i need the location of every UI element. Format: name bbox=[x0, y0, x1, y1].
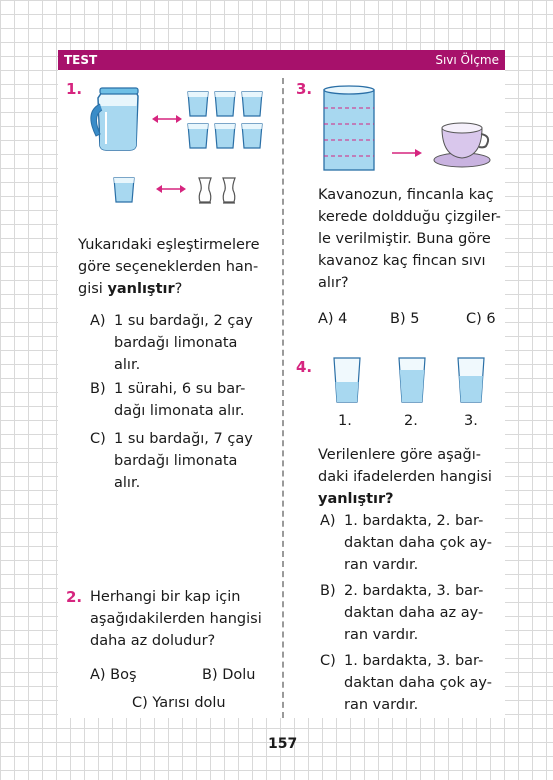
q1-emphasis: yanlıştır bbox=[107, 281, 175, 297]
q4-option-c-l1: 1. bardakta, 3. bar- bbox=[344, 653, 484, 669]
glass-1-label: 1. bbox=[338, 413, 352, 429]
glass-3-label: 3. bbox=[464, 413, 478, 429]
q3-line5: alır? bbox=[318, 275, 349, 291]
q1-text bbox=[78, 234, 278, 300]
q4-option-a[interactable] bbox=[320, 510, 510, 576]
double-arrow-icon bbox=[152, 114, 182, 124]
q1-number: 1. bbox=[66, 80, 83, 98]
q2-text bbox=[90, 586, 280, 652]
q4-option-a-label: A) bbox=[320, 513, 336, 529]
q1-line2: göre seçeneklerden han- bbox=[78, 259, 259, 275]
q1-line1: Yukarıdaki eşleştirmelere bbox=[78, 237, 260, 253]
q3-number: 3. bbox=[296, 80, 313, 98]
q4-line1: Verilenlere göre aşağı- bbox=[318, 447, 482, 463]
q4-text bbox=[318, 444, 510, 510]
q2-option-b[interactable]: B) Dolu bbox=[202, 667, 256, 683]
q4-option-c-l2: daktan daha çok ay- bbox=[344, 675, 492, 691]
q1-line3-post: ? bbox=[174, 281, 183, 297]
q1-option-b-l2: dağı limonata alır. bbox=[114, 403, 245, 419]
q2-line3: daha az doludur? bbox=[90, 633, 216, 649]
q4-option-a-l1: 1. bardakta, 2. bar- bbox=[344, 513, 484, 529]
glass-1-image bbox=[332, 356, 362, 404]
q4-option-b[interactable] bbox=[320, 580, 510, 646]
q1-option-b[interactable] bbox=[90, 378, 270, 422]
q3-text bbox=[318, 184, 508, 294]
jar-image bbox=[322, 84, 378, 174]
page-number: 157 bbox=[268, 736, 298, 752]
water-glass-image bbox=[112, 176, 136, 204]
q4-option-a-l2: daktan daha çok ay- bbox=[344, 535, 492, 551]
q1-option-c-label: C) bbox=[90, 431, 106, 447]
q1-option-a-l3: alır. bbox=[114, 357, 141, 373]
q4-line2: daki ifadelerden hangisi bbox=[318, 469, 492, 485]
q1-option-a-l2: bardağı limonata bbox=[114, 335, 238, 351]
six-glasses-image bbox=[186, 90, 266, 152]
q1-option-a-label: A) bbox=[90, 313, 106, 329]
cup-image bbox=[432, 120, 494, 170]
q4-option-b-l1: 2. bardakta, 3. bar- bbox=[344, 583, 484, 599]
q1-line3-pre: gisi bbox=[78, 281, 108, 297]
q4-option-c[interactable] bbox=[320, 650, 510, 716]
q2-line2: aşağıdakilerden hangisi bbox=[90, 611, 262, 627]
q4-option-b-l2: daktan daha az ay- bbox=[344, 605, 484, 621]
q2-option-a[interactable]: A) Boş bbox=[90, 667, 137, 683]
glass-2-image bbox=[397, 356, 427, 404]
column-divider bbox=[282, 78, 284, 718]
q4-option-c-l3: ran vardır. bbox=[344, 697, 419, 713]
q4-option-a-l3: ran vardır. bbox=[344, 557, 419, 573]
header-bar bbox=[58, 50, 505, 70]
q1-option-c-l2: bardağı limonata bbox=[114, 453, 238, 469]
header-test-label: TEST bbox=[64, 53, 98, 67]
header-topic-label: Sıvı Ölçme bbox=[435, 53, 499, 67]
q3-line2: kerede doldduğu çizgiler- bbox=[318, 209, 501, 225]
q3-line4: kavanoz kaç fincan sıvı bbox=[318, 253, 486, 269]
q1-option-c-l1: 1 su bardağı, 7 çay bbox=[114, 431, 253, 447]
q2-option-c[interactable]: C) Yarısı dolu bbox=[132, 695, 226, 711]
double-arrow-icon bbox=[156, 184, 186, 194]
q3-option-c[interactable]: C) 6 bbox=[466, 311, 496, 327]
q1-option-b-label: B) bbox=[90, 381, 106, 397]
q1-option-a-l1: 1 su bardağı, 2 çay bbox=[114, 313, 253, 329]
q2-number: 2. bbox=[66, 588, 83, 606]
q1-option-c-l3: alır. bbox=[114, 475, 141, 491]
q2-line1: Herhangi bir kap için bbox=[90, 589, 241, 605]
glass-3-image bbox=[456, 356, 486, 404]
q3-option-b[interactable]: B) 5 bbox=[390, 311, 420, 327]
q4-option-c-label: C) bbox=[320, 653, 336, 669]
tea-glasses-image bbox=[196, 176, 246, 206]
q1-option-a[interactable] bbox=[90, 310, 270, 376]
q1-option-b-l1: 1 sürahi, 6 su bar- bbox=[114, 381, 246, 397]
q1-option-c[interactable] bbox=[90, 428, 270, 494]
q4-emphasis: yanlıştır? bbox=[318, 491, 394, 507]
q3-line3: le verilmiştir. Buna göre bbox=[318, 231, 491, 247]
q3-line1: Kavanozun, fincanla kaç bbox=[318, 187, 494, 203]
q4-option-b-l3: ran vardır. bbox=[344, 627, 419, 643]
q3-option-a[interactable]: A) 4 bbox=[318, 311, 348, 327]
q4-number: 4. bbox=[296, 358, 313, 376]
pitcher-image bbox=[90, 86, 150, 152]
q4-option-b-label: B) bbox=[320, 583, 336, 599]
glass-2-label: 2. bbox=[404, 413, 418, 429]
arrow-right-icon bbox=[392, 148, 422, 158]
